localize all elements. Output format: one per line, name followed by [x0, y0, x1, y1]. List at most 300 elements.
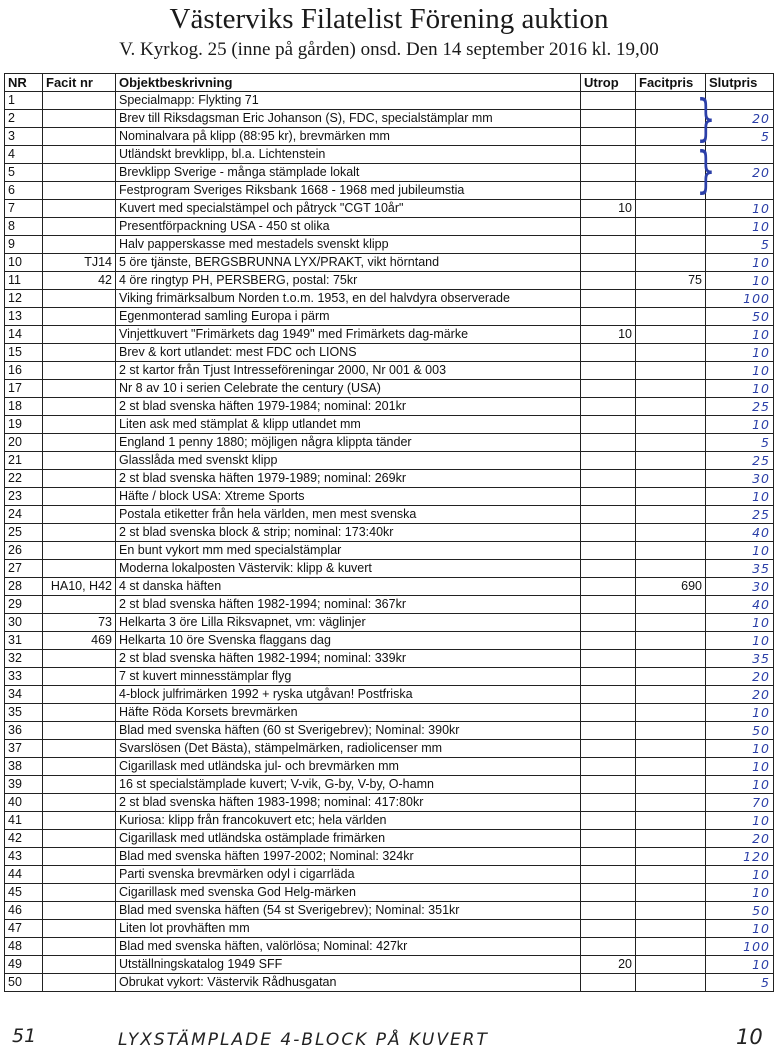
description-cell: Häfte Röda Korsets brevmärken [116, 704, 581, 722]
utrop-cell [581, 290, 636, 308]
slutpris-cell: 100 [706, 938, 774, 956]
description-cell: Blad med svenska häften (54 st Sverigebrev); Nominal: 351kr [116, 902, 581, 920]
facit-nr-cell [43, 164, 116, 182]
facit-nr-cell [43, 146, 116, 164]
description-cell: 2 st blad svenska häften 1979-1989; nominal: 269kr [116, 470, 581, 488]
table-row [5, 686, 774, 704]
utrop-cell [581, 272, 636, 290]
facit-nr-cell [43, 218, 116, 236]
lot-number-cell: 3 [5, 128, 43, 146]
utrop-cell [581, 686, 636, 704]
description-cell: Liten ask med stämplat & klipp utlandet mm [116, 416, 581, 434]
lot-number-cell: 10 [5, 254, 43, 272]
description-cell: 5 öre tjänste, BERGSBRUNNA LYX/PRAKT, vikt hörntand [116, 254, 581, 272]
lot-number-cell: 46 [5, 902, 43, 920]
utrop-cell [581, 884, 636, 902]
slutpris-cell: 10 [706, 272, 774, 290]
utrop-cell [581, 164, 636, 182]
facit-nr-cell [43, 470, 116, 488]
handwritten-lot-nr: 51 [12, 1025, 37, 1047]
facit-nr-cell [43, 596, 116, 614]
facitpris-cell [636, 920, 706, 938]
facitpris-cell [636, 740, 706, 758]
facit-nr-cell [43, 506, 116, 524]
facitpris-cell [636, 596, 706, 614]
utrop-cell [581, 470, 636, 488]
description-cell: Blad med svenska häften (60 st Sverigebrev); Nominal: 390kr [116, 722, 581, 740]
col-header-utrop: Utrop [581, 74, 636, 92]
slutpris-cell: 10 [706, 614, 774, 632]
description-cell: Kuriosa: klipp från francokuvert etc; hela världen [116, 812, 581, 830]
lot-number-cell: 35 [5, 704, 43, 722]
table-row [5, 452, 774, 470]
description-cell: Helkarta 3 öre Lilla Riksvapnet, vm: väglinjer [116, 614, 581, 632]
description-cell: Obrukat vykort: Västervik Rådhusgatan [116, 974, 581, 992]
lot-number-cell: 9 [5, 236, 43, 254]
slutpris-cell [706, 146, 774, 164]
col-header-facitpris: Facitpris [636, 74, 706, 92]
facitpris-cell [636, 956, 706, 974]
table-row [5, 956, 774, 974]
lot-number-cell: 23 [5, 488, 43, 506]
lot-number-cell: 26 [5, 542, 43, 560]
lot-number-cell: 40 [5, 794, 43, 812]
header-row [5, 74, 774, 92]
slutpris-cell: 10 [706, 488, 774, 506]
facitpris-cell [636, 830, 706, 848]
facit-nr-cell [43, 488, 116, 506]
table-row [5, 524, 774, 542]
utrop-cell [581, 218, 636, 236]
description-cell: 4-block julfrimärken 1992 + ryska utgåvan! Postfriska [116, 686, 581, 704]
facitpris-cell [636, 362, 706, 380]
lots-table [4, 73, 774, 992]
table-row [5, 326, 774, 344]
lot-number-cell: 25 [5, 524, 43, 542]
utrop-cell [581, 974, 636, 992]
lot-number-cell: 7 [5, 200, 43, 218]
slutpris-cell: 10 [706, 344, 774, 362]
facitpris-cell [636, 398, 706, 416]
table-row [5, 938, 774, 956]
utrop-cell [581, 92, 636, 110]
lot-number-cell: 4 [5, 146, 43, 164]
utrop-cell [581, 668, 636, 686]
slutpris-cell: 20 [706, 164, 774, 182]
facitpris-cell [636, 236, 706, 254]
lot-number-cell: 29 [5, 596, 43, 614]
facit-nr-cell [43, 668, 116, 686]
facit-nr-cell [43, 542, 116, 560]
lot-number-cell: 15 [5, 344, 43, 362]
facit-nr-cell [43, 794, 116, 812]
slutpris-cell: 10 [706, 362, 774, 380]
facitpris-cell [636, 542, 706, 560]
slutpris-cell: 10 [706, 812, 774, 830]
lot-number-cell: 21 [5, 452, 43, 470]
slutpris-cell: 30 [706, 470, 774, 488]
table-row [5, 848, 774, 866]
facit-nr-cell: 42 [43, 272, 116, 290]
lot-number-cell: 16 [5, 362, 43, 380]
facitpris-cell [636, 416, 706, 434]
facitpris-cell [636, 290, 706, 308]
facitpris-cell [636, 218, 706, 236]
slutpris-cell: 20 [706, 830, 774, 848]
table-row [5, 902, 774, 920]
facitpris-cell: 690 [636, 578, 706, 596]
facitpris-cell [636, 938, 706, 956]
facitpris-cell [636, 488, 706, 506]
facit-nr-cell [43, 686, 116, 704]
description-cell: Svarslösen (Det Bästa), stämpelmärken, radiolicenser mm [116, 740, 581, 758]
slutpris-cell: 10 [706, 380, 774, 398]
table-row [5, 506, 774, 524]
facit-nr-cell [43, 560, 116, 578]
facit-nr-cell [43, 326, 116, 344]
col-header-description: Objektbeskrivning [116, 74, 581, 92]
table-row [5, 920, 774, 938]
table-row [5, 398, 774, 416]
lot-number-cell: 33 [5, 668, 43, 686]
lot-number-cell: 6 [5, 182, 43, 200]
utrop-cell [581, 578, 636, 596]
facit-nr-cell [43, 110, 116, 128]
lot-number-cell: 27 [5, 560, 43, 578]
utrop-cell [581, 416, 636, 434]
description-cell: Festprogram Sveriges Riksbank 1668 - 1968 med jubileumstia [116, 182, 581, 200]
lot-number-cell: 22 [5, 470, 43, 488]
facitpris-cell [636, 560, 706, 578]
facit-nr-cell [43, 290, 116, 308]
lot-number-cell: 30 [5, 614, 43, 632]
description-cell: Presentförpackning USA - 450 st olika [116, 218, 581, 236]
facitpris-cell [636, 632, 706, 650]
description-cell: Vinjettkuvert "Frimärkets dag 1949" med Frimärkets dag-märke [116, 326, 581, 344]
lot-number-cell: 19 [5, 416, 43, 434]
utrop-cell [581, 398, 636, 416]
lot-number-cell: 34 [5, 686, 43, 704]
slutpris-cell: 20 [706, 686, 774, 704]
description-cell: 2 st blad svenska häften 1983-1998; nominal: 417:80kr [116, 794, 581, 812]
facitpris-cell [636, 254, 706, 272]
table-row [5, 974, 774, 992]
lot-number-cell: 5 [5, 164, 43, 182]
utrop-cell [581, 488, 636, 506]
utrop-cell [581, 866, 636, 884]
lot-number-cell: 1 [5, 92, 43, 110]
table-row [5, 236, 774, 254]
description-cell: Brevklipp Sverige - många stämplade lokalt [116, 164, 581, 182]
facit-nr-cell [43, 884, 116, 902]
description-cell: Blad med svenska häften, valörlösa; Nominal: 427kr [116, 938, 581, 956]
description-cell: 2 st blad svenska häften 1979-1984; nominal: 201kr [116, 398, 581, 416]
facit-nr-cell [43, 920, 116, 938]
auction-subtitle: V. Kyrkog. 25 (inne på gården) onsd. Den 14 september 2016 kl. 19,00 [119, 39, 659, 60]
facit-nr-cell [43, 416, 116, 434]
slutpris-cell: 5 [706, 434, 774, 452]
facit-nr-cell [43, 362, 116, 380]
description-cell: Brev & kort utlandet: mest FDC och LIONS [116, 344, 581, 362]
description-cell: Kuvert med specialstämpel och påtryck "CGT 10år" [116, 200, 581, 218]
slutpris-cell: 10 [706, 884, 774, 902]
slutpris-cell: 35 [706, 650, 774, 668]
facitpris-cell [636, 722, 706, 740]
facit-nr-cell [43, 650, 116, 668]
facitpris-cell [636, 146, 706, 164]
lot-number-cell: 45 [5, 884, 43, 902]
utrop-cell [581, 560, 636, 578]
description-cell: Helkarta 10 öre Svenska flaggans dag [116, 632, 581, 650]
facitpris-cell: 75 [636, 272, 706, 290]
table-row [5, 344, 774, 362]
description-cell: 2 st blad svenska block & strip; nominal: 173:40kr [116, 524, 581, 542]
table-row [5, 560, 774, 578]
description-cell: Nr 8 av 10 i serien Celebrate the century (USA) [116, 380, 581, 398]
lot-number-cell: 39 [5, 776, 43, 794]
utrop-cell [581, 758, 636, 776]
slutpris-cell: 120 [706, 848, 774, 866]
lot-number-cell: 32 [5, 650, 43, 668]
facit-nr-cell [43, 776, 116, 794]
brace-lots-1-3: } [696, 89, 716, 147]
description-cell: Cigarillask med utländska ostämplade frimärken [116, 830, 581, 848]
utrop-cell: 20 [581, 956, 636, 974]
handwritten-lot-slutpris: 10 [736, 1025, 763, 1049]
slutpris-cell: 30 [706, 578, 774, 596]
facitpris-cell [636, 758, 706, 776]
facit-nr-cell [43, 452, 116, 470]
utrop-cell [581, 920, 636, 938]
slutpris-cell: 10 [706, 200, 774, 218]
lot-number-cell: 11 [5, 272, 43, 290]
facit-nr-cell [43, 866, 116, 884]
table-row [5, 596, 774, 614]
lot-number-cell: 36 [5, 722, 43, 740]
lot-number-cell: 8 [5, 218, 43, 236]
table-row [5, 218, 774, 236]
lot-number-cell: 48 [5, 938, 43, 956]
utrop-cell [581, 812, 636, 830]
slutpris-cell: 25 [706, 506, 774, 524]
table-row [5, 884, 774, 902]
table-row [5, 200, 774, 218]
slutpris-cell: 20 [706, 668, 774, 686]
facitpris-cell [636, 974, 706, 992]
utrop-cell [581, 902, 636, 920]
lot-number-cell: 14 [5, 326, 43, 344]
brace-lots-4-6: } [696, 141, 716, 199]
description-cell: Egenmonterad samling Europa i pärm [116, 308, 581, 326]
utrop-cell [581, 380, 636, 398]
slutpris-cell: 50 [706, 902, 774, 920]
lot-number-cell: 17 [5, 380, 43, 398]
utrop-cell [581, 506, 636, 524]
slutpris-cell: 10 [706, 416, 774, 434]
facit-nr-cell [43, 902, 116, 920]
table-row [5, 434, 774, 452]
slutpris-cell: 20 [706, 110, 774, 128]
description-cell: Utställningskatalog 1949 SFF [116, 956, 581, 974]
description-cell: 2 st blad svenska häften 1982-1994; nominal: 339kr [116, 650, 581, 668]
slutpris-cell: 10 [706, 254, 774, 272]
facit-nr-cell [43, 956, 116, 974]
facit-nr-cell [43, 200, 116, 218]
utrop-cell [581, 344, 636, 362]
slutpris-cell: 10 [706, 956, 774, 974]
facit-nr-cell: 73 [43, 614, 116, 632]
facitpris-cell [636, 524, 706, 542]
facitpris-cell [636, 848, 706, 866]
description-cell: Halv papperskasse med mestadels svenskt klipp [116, 236, 581, 254]
facitpris-cell [636, 776, 706, 794]
facit-nr-cell [43, 308, 116, 326]
utrop-cell [581, 722, 636, 740]
facit-nr-cell [43, 182, 116, 200]
table-row [5, 812, 774, 830]
description-cell: 2 st blad svenska häften 1982-1994; nominal: 367kr [116, 596, 581, 614]
utrop-cell [581, 452, 636, 470]
utrop-cell [581, 308, 636, 326]
facitpris-cell [636, 686, 706, 704]
description-cell: Viking frimärksalbum Norden t.o.m. 1953, en del halvdyra observerade [116, 290, 581, 308]
table-row [5, 776, 774, 794]
col-header-slutpris: Slutpris [706, 74, 774, 92]
utrop-cell [581, 830, 636, 848]
table-row [5, 128, 774, 146]
description-cell: Blad med svenska häften 1997-2002; Nominal: 324kr [116, 848, 581, 866]
description-cell: Utländskt brevklipp, bl.a. Lichtenstein [116, 146, 581, 164]
description-cell: Häfte / block USA: Xtreme Sports [116, 488, 581, 506]
utrop-cell [581, 794, 636, 812]
lot-number-cell: 24 [5, 506, 43, 524]
table-row [5, 866, 774, 884]
lot-number-cell: 31 [5, 632, 43, 650]
lot-number-cell: 20 [5, 434, 43, 452]
table-row [5, 722, 774, 740]
facit-nr-cell [43, 92, 116, 110]
facitpris-cell [636, 866, 706, 884]
table-row [5, 614, 774, 632]
table-row [5, 668, 774, 686]
slutpris-cell [706, 182, 774, 200]
facit-nr-cell [43, 524, 116, 542]
facitpris-cell [636, 326, 706, 344]
slutpris-cell: 10 [706, 218, 774, 236]
facitpris-cell [636, 884, 706, 902]
table-row [5, 380, 774, 398]
facitpris-cell [636, 308, 706, 326]
table-row [5, 146, 774, 164]
slutpris-cell: 10 [706, 542, 774, 560]
slutpris-cell: 40 [706, 596, 774, 614]
description-cell: Parti svenska brevmärken odyl i cigarrläda [116, 866, 581, 884]
facitpris-cell [636, 110, 706, 128]
col-header-nr: NR [5, 74, 43, 92]
slutpris-cell: 40 [706, 524, 774, 542]
facitpris-cell [636, 614, 706, 632]
table-row [5, 578, 774, 596]
utrop-cell [581, 362, 636, 380]
slutpris-cell: 25 [706, 398, 774, 416]
facitpris-cell [636, 452, 706, 470]
lot-number-cell: 50 [5, 974, 43, 992]
slutpris-cell: 50 [706, 308, 774, 326]
utrop-cell [581, 524, 636, 542]
lot-number-cell: 42 [5, 830, 43, 848]
lot-number-cell: 49 [5, 956, 43, 974]
lot-number-cell: 47 [5, 920, 43, 938]
table-row [5, 110, 774, 128]
facit-nr-cell [43, 380, 116, 398]
facitpris-cell [636, 182, 706, 200]
utrop-cell: 10 [581, 326, 636, 344]
facit-nr-cell [43, 128, 116, 146]
facitpris-cell [636, 164, 706, 182]
auction-title: Västerviks Filatelist Förening auktion [169, 3, 609, 35]
facitpris-cell [636, 650, 706, 668]
table-row [5, 542, 774, 560]
table-row [5, 254, 774, 272]
utrop-cell [581, 848, 636, 866]
slutpris-cell: 10 [706, 740, 774, 758]
lot-number-cell: 28 [5, 578, 43, 596]
description-cell: Cigarillask med svenska God Helg-märken [116, 884, 581, 902]
table-row [5, 632, 774, 650]
facit-nr-cell [43, 974, 116, 992]
utrop-cell [581, 128, 636, 146]
facitpris-cell [636, 668, 706, 686]
facit-nr-cell: TJ14 [43, 254, 116, 272]
description-cell: 16 st specialstämplade kuvert; V-vik, G-by, V-by, O-hamn [116, 776, 581, 794]
lot-number-cell: 43 [5, 848, 43, 866]
facitpris-cell [636, 794, 706, 812]
handwritten-lot-description: LYXSTÄMPLADE 4-BLOCK PÅ KUVERT [118, 1030, 489, 1050]
slutpris-cell: 10 [706, 920, 774, 938]
facitpris-cell [636, 470, 706, 488]
description-cell: 2 st kartor från Tjust Intresseföreningar 2000, Nr 001 & 003 [116, 362, 581, 380]
description-cell: Liten lot provhäften mm [116, 920, 581, 938]
utrop-cell [581, 110, 636, 128]
facit-nr-cell [43, 758, 116, 776]
table-row [5, 164, 774, 182]
facit-nr-cell: HA10, H42 [43, 578, 116, 596]
facit-nr-cell [43, 722, 116, 740]
facitpris-cell [636, 92, 706, 110]
facit-nr-cell [43, 344, 116, 362]
table-row [5, 830, 774, 848]
utrop-cell [581, 632, 636, 650]
description-cell: England 1 penny 1880; möjligen några klippta tänder [116, 434, 581, 452]
description-cell: 7 st kuvert minnesstämplar flyg [116, 668, 581, 686]
col-header-facit: Facit nr [43, 74, 116, 92]
lot-number-cell: 44 [5, 866, 43, 884]
facitpris-cell [636, 704, 706, 722]
facitpris-cell [636, 200, 706, 218]
slutpris-cell: 25 [706, 452, 774, 470]
description-cell: Specialmapp: Flykting 71 [116, 92, 581, 110]
utrop-cell [581, 740, 636, 758]
lot-number-cell: 2 [5, 110, 43, 128]
slutpris-cell: 70 [706, 794, 774, 812]
facit-nr-cell [43, 848, 116, 866]
table-row [5, 704, 774, 722]
table-row [5, 470, 774, 488]
facit-nr-cell [43, 740, 116, 758]
description-cell: 4 öre ringtyp PH, PERSBERG, postal: 75kr [116, 272, 581, 290]
facit-nr-cell [43, 434, 116, 452]
slutpris-cell: 5 [706, 974, 774, 992]
